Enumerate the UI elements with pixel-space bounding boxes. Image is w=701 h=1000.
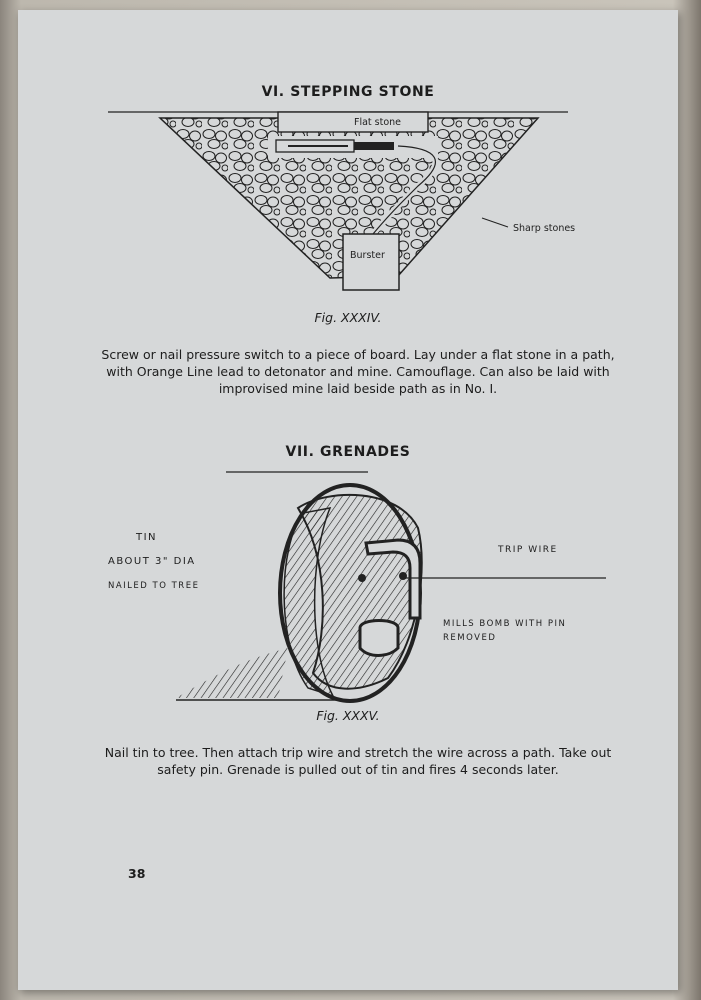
figure-caption-34: Fig. XXXIV. bbox=[314, 310, 382, 325]
stepping-stone-instructions: Screw or nail pressure switch to a piece of board. Lay under a flat stone in a path, with Orange Line lead to detonator and mine. Camouflage. Can also be laid with improvised mine laid beside path as in No. I. bbox=[101, 347, 615, 396]
label-burster: Burster bbox=[350, 250, 385, 261]
burster-box bbox=[343, 234, 399, 290]
label-flat-stone: Flat stone bbox=[354, 117, 402, 128]
grenade-instructions: Nail tin to tree. Then attach trip wire and stretch the wire across a path. Take out safety pin. Grenade is pulled out of tin and fires 4 seconds later. bbox=[104, 745, 612, 777]
flat-stone bbox=[278, 112, 428, 132]
booklet-page bbox=[18, 10, 678, 990]
ground-hatch bbox=[176, 648, 288, 698]
section-heading-grenades: VII. GRENADES bbox=[285, 444, 411, 460]
label-sharp-stones: Sharp stones bbox=[513, 223, 576, 234]
grenade-base-plug bbox=[360, 621, 398, 656]
label-tin-line3: NAILED TO TREE bbox=[108, 581, 200, 591]
pressure-switch bbox=[354, 142, 394, 150]
stepping-stone-diagram bbox=[98, 106, 598, 301]
label-mills-line1: MILLS BOMB WITH PIN bbox=[443, 619, 567, 629]
label-tin-line2: ABOUT 3" DIA bbox=[108, 556, 196, 567]
label-trip-wire: TRIP WIRE bbox=[498, 545, 558, 555]
label-tin-line1: TIN bbox=[136, 532, 158, 543]
section-heading-stepping-stone: VI. STEPPING STONE bbox=[261, 84, 435, 100]
page-number: 38 bbox=[128, 866, 146, 881]
label-mills-line2: REMOVED bbox=[443, 633, 497, 643]
grenade-diagram bbox=[98, 468, 618, 708]
figure-caption-35: Fig. XXXV. bbox=[316, 708, 380, 723]
